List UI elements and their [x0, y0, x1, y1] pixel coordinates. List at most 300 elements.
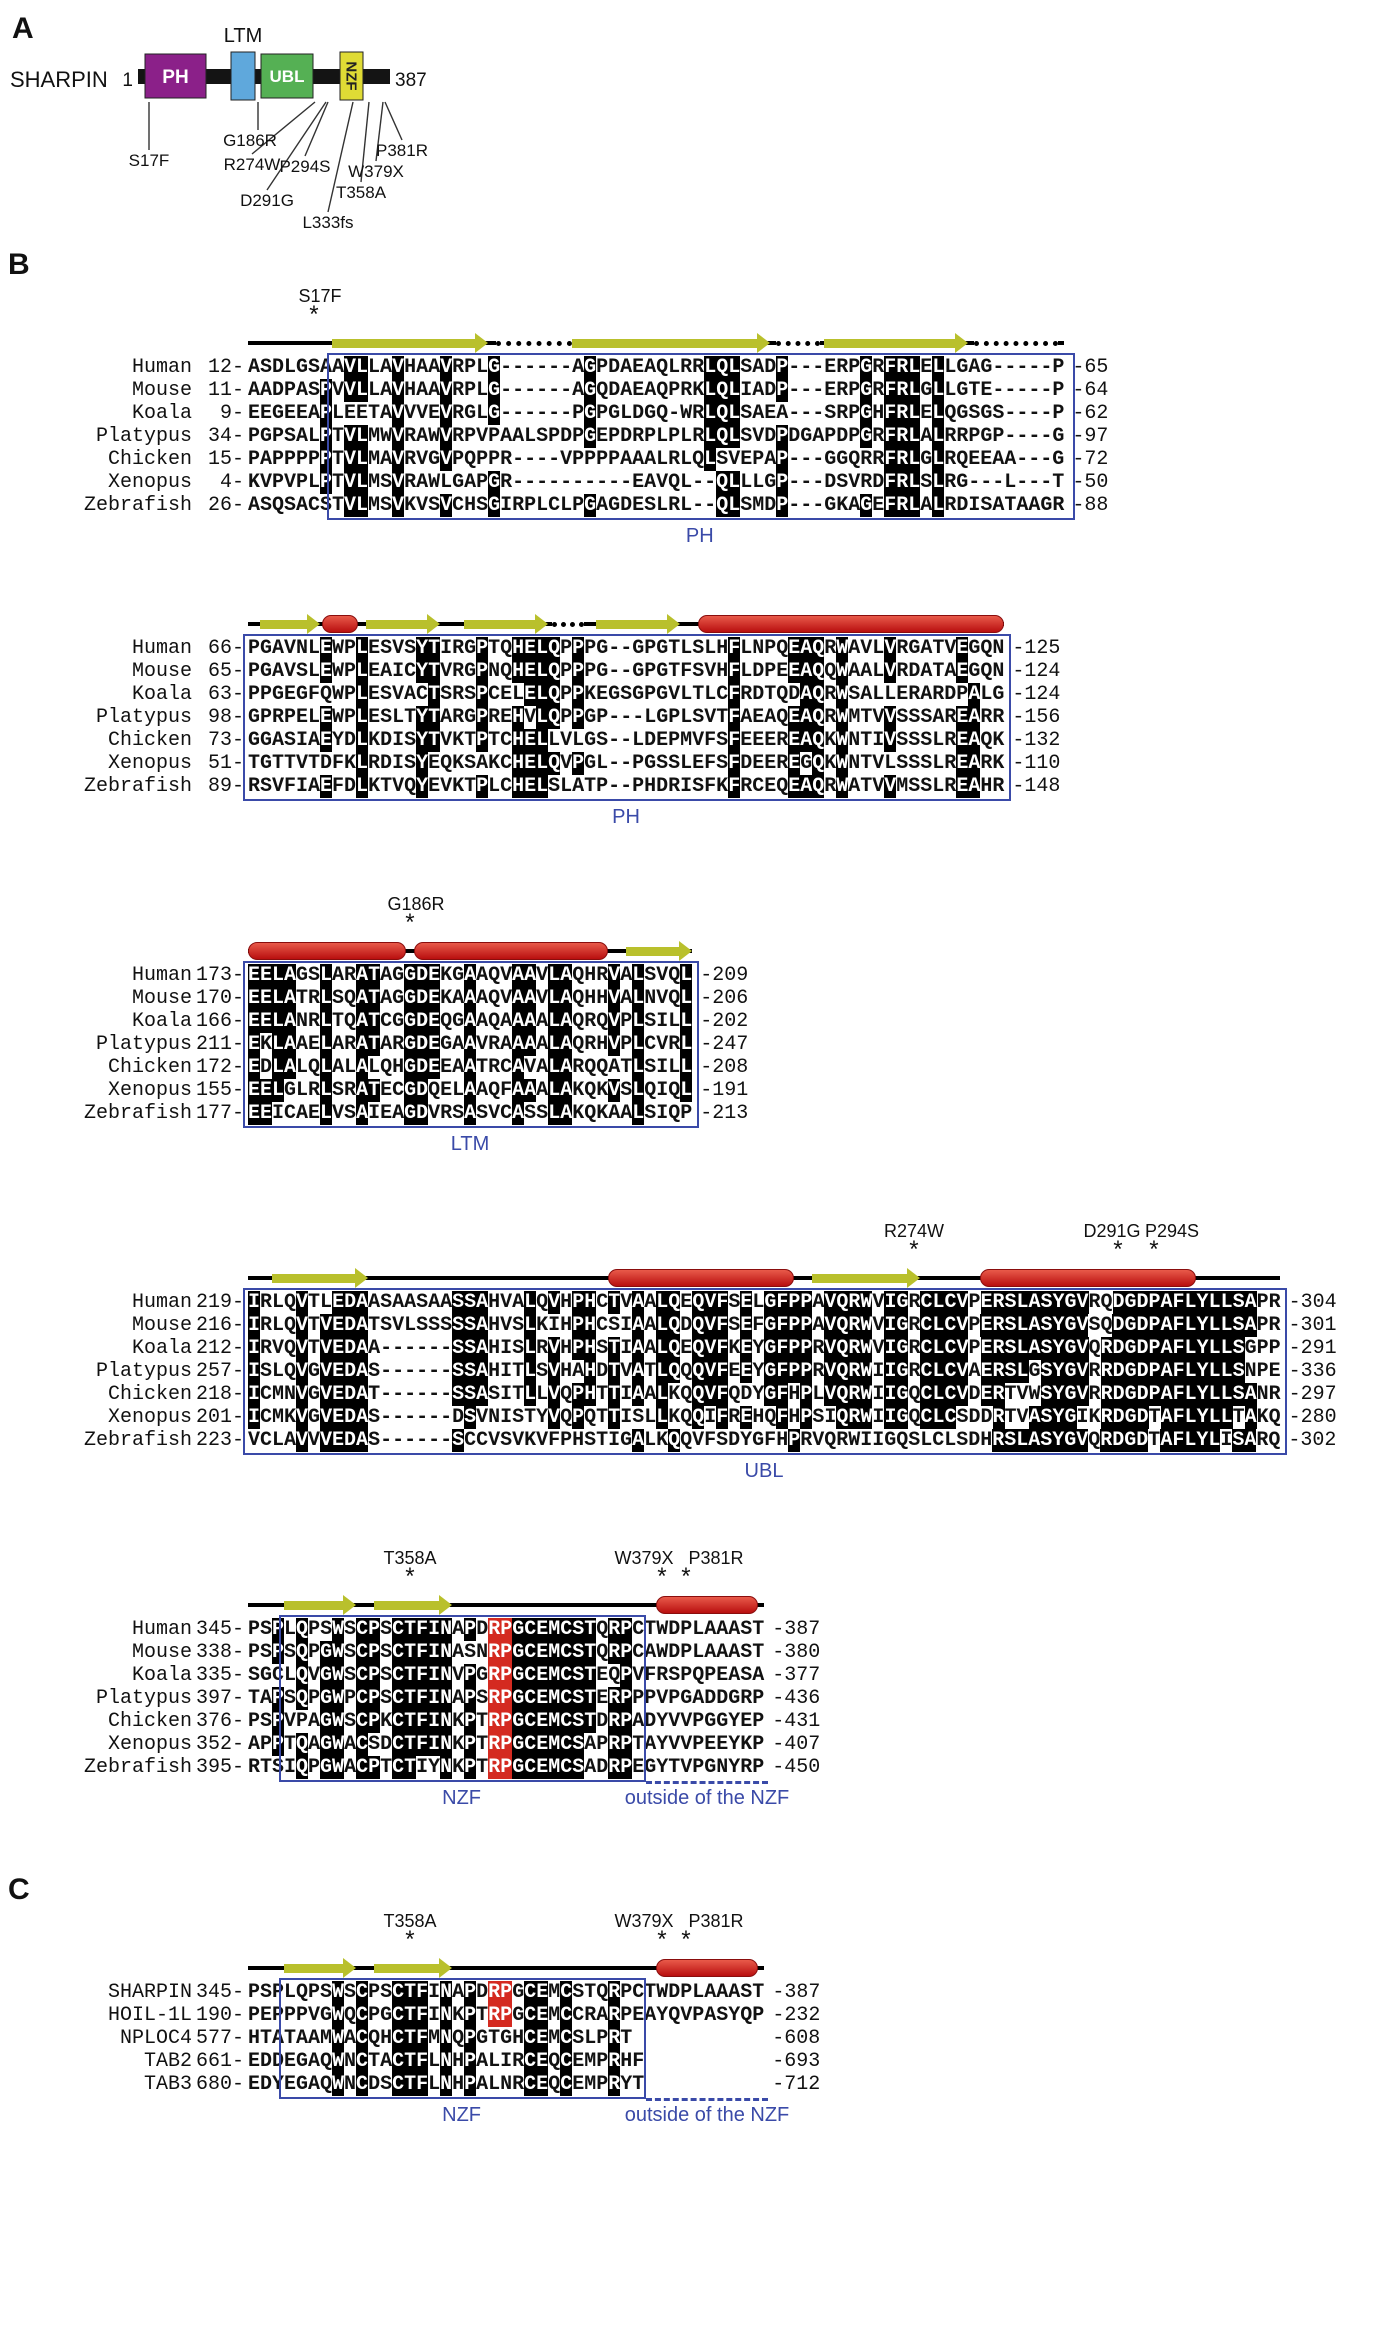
conserved-residue: P — [272, 1733, 285, 1756]
beta-strand-arrowhead — [535, 614, 548, 634]
conserved-residue: QVF — [692, 1383, 729, 1406]
start-number: 257- — [195, 1360, 244, 1383]
sequence: ASDLGSAAVLLAVHAAVRPLG------AGPDAEAQLRRLQLSADP---ERPGRFRLELLGAG-----P — [248, 356, 1065, 379]
conserved-residue: QL — [716, 471, 741, 494]
mutation-label: R274W — [883, 1221, 945, 1241]
conserved-residue: V — [884, 660, 897, 683]
secondary-structure-row — [52, 1265, 1391, 1291]
mutation-row — [52, 284, 1391, 330]
conserved-residue: L — [524, 1291, 537, 1314]
conserved-residue: E — [956, 660, 969, 683]
alignment-row — [52, 1429, 1337, 1452]
conserved-residue: P — [320, 425, 333, 448]
beta-strand-arrowhead — [679, 941, 692, 961]
start-number: 345- — [195, 1618, 244, 1641]
conserved-residue: L — [320, 1033, 333, 1056]
conserved-residue: A — [632, 1383, 645, 1406]
secondary-structure-row — [52, 611, 1391, 637]
conserved-residue: V — [884, 637, 897, 660]
alignment-row — [52, 1756, 820, 1779]
end-number: -132 — [1012, 729, 1061, 752]
conserved-residue: YT — [416, 637, 441, 660]
conserved-residue: HELQ — [512, 752, 561, 775]
conserved-residue: Q — [296, 1733, 309, 1756]
conserved-residue: HELQ — [512, 637, 561, 660]
conserved-residue: H — [512, 706, 525, 729]
conserved-residue: V — [392, 425, 405, 448]
conserved-residue: V — [392, 448, 405, 471]
alpha-helix — [656, 1959, 758, 1977]
start-number: 212- — [195, 1337, 244, 1360]
domain-label: PH — [612, 806, 640, 828]
conserved-residue: FRL — [884, 471, 921, 494]
conserved-residue: T — [608, 1360, 621, 1383]
sequence: AADPASPVVLLAVHAAVRPLG------AGQDAEAQPRKLQLIADP---ERPGRFRLGLLGTE-----P — [248, 379, 1065, 402]
species-name: Koala — [131, 1337, 192, 1360]
end-number: -191 — [700, 1079, 749, 1102]
conserved-residue: VQRW — [824, 1291, 873, 1314]
conserved-residue: L — [524, 1383, 537, 1406]
conserved-residue: V — [608, 1079, 621, 1102]
conserved-residue: CE — [524, 1981, 549, 2004]
conserved-residue: P — [272, 1710, 285, 1733]
conserved-residue: N — [440, 1981, 453, 2004]
sequence: EELAGSLARATAGGDEKGAAQVAAVLAQHRVALSVQL — [248, 964, 693, 987]
domain-label: LTM — [450, 1133, 490, 1155]
alignment-row — [52, 1010, 748, 1033]
conserved-residue: SSA — [452, 1314, 489, 1337]
conserved-residue: I — [248, 1291, 261, 1314]
end-number: -97 — [1072, 425, 1109, 448]
sequence-rows — [52, 637, 1060, 798]
conserved-residue: A — [464, 1033, 477, 1056]
species-name: Mouse — [131, 1314, 192, 1337]
conserved-residue: VEDA — [320, 1337, 369, 1360]
conserved-residue: AA — [512, 964, 537, 987]
conserved-residue: CLCV — [920, 1337, 969, 1360]
conserved-residue: QVF — [692, 1291, 729, 1314]
conserved-residue: GCEMCST — [512, 1710, 597, 1733]
domain-label: NZF — [442, 1787, 482, 1809]
conserved-residue: CTF — [392, 2004, 429, 2027]
start-number: 397- — [195, 1687, 244, 1710]
conserved-residue: A — [464, 987, 477, 1010]
conserved-residue: GFPP — [764, 1337, 813, 1360]
beta-strand-arrowhead — [667, 614, 680, 634]
conserved-residue: VL — [344, 379, 369, 402]
conserved-residue: AT — [356, 1010, 381, 1033]
rp-motif-residue: RP — [488, 1756, 513, 1779]
end-number: -377 — [772, 1664, 821, 1687]
conserved-residue: L — [656, 1383, 669, 1406]
end-number: -608 — [772, 2027, 821, 2050]
species-name: Platypus — [95, 706, 192, 729]
rp-motif-residue: RP — [488, 1710, 513, 1733]
end-number: -247 — [700, 1033, 749, 1056]
start-number: 335- — [195, 1664, 244, 1687]
conserved-residue: EE — [248, 1102, 273, 1125]
sequence: EDYEGAQWNCDSCTFLNHPALNRCEQCEMPRYT — [248, 2073, 765, 2096]
conserved-residue: L — [320, 1010, 333, 1033]
conserved-residue: LA — [548, 987, 573, 1010]
conserved-residue: N — [440, 2027, 453, 2050]
conserved-residue: P — [800, 1406, 813, 1429]
alignment-row — [52, 425, 1108, 448]
species-name: TAB2 — [143, 2050, 192, 2073]
ubl-domain-label: UBL — [269, 67, 305, 86]
conserved-residue: GFPP — [764, 1291, 813, 1314]
conserved-residue: L — [356, 660, 369, 683]
secondary-structure-row — [52, 938, 1391, 964]
end-number: -206 — [700, 987, 749, 1010]
start-number: 345- — [195, 1981, 244, 2004]
conserved-residue: P — [464, 1733, 477, 1756]
alpha-helix — [322, 615, 358, 633]
conserved-residue: L — [632, 1033, 645, 1056]
alpha-helix — [698, 615, 1004, 633]
conserved-residue: F — [776, 1406, 789, 1429]
mutation-asterisk: * — [654, 1929, 670, 1956]
end-number: -202 — [700, 1010, 749, 1033]
conserved-residue: VEDA — [320, 1406, 369, 1429]
end-number: -302 — [1288, 1429, 1337, 1452]
conserved-residue: G — [860, 356, 873, 379]
species-name: Koala — [131, 683, 192, 706]
conserved-residue: GCEMCS — [512, 1733, 585, 1756]
sequence-rows — [52, 356, 1108, 517]
mutation-row — [52, 1219, 1391, 1265]
end-number: -380 — [772, 1641, 821, 1664]
conserved-residue: V — [296, 1360, 309, 1383]
conserved-residue: F — [728, 683, 741, 706]
rp-motif-residue: RP — [488, 1687, 513, 1710]
conserved-residue: G — [584, 379, 597, 402]
species-name: Mouse — [131, 1641, 192, 1664]
mutation-row — [52, 892, 1391, 938]
alignment-row — [52, 1710, 820, 1733]
domain-label-row — [52, 1787, 1391, 1817]
conserved-residue: G — [584, 356, 597, 379]
conserved-residue: L — [320, 1079, 333, 1102]
mutation-label-s17f: S17F — [128, 151, 170, 170]
beta-strand-arrow — [824, 339, 956, 348]
conserved-residue: P — [476, 775, 489, 798]
conserved-residue: L — [320, 1102, 333, 1125]
conserved-residue: C — [356, 2027, 369, 2050]
conserved-residue: CTF — [392, 2027, 429, 2050]
species-name: Human — [131, 1291, 192, 1314]
beta-strand-arrow — [596, 620, 668, 629]
conserved-residue: H — [584, 1360, 597, 1383]
start-number: 51- — [207, 752, 244, 775]
conserved-residue: GCEMCST — [512, 1687, 597, 1710]
conserved-residue: EELA — [248, 987, 297, 1010]
conserved-residue: C — [560, 2050, 573, 2073]
start-number: 34- — [207, 425, 244, 448]
conserved-residue: G — [860, 494, 873, 517]
start-number: 177- — [195, 1102, 244, 1125]
conserved-residue: I — [248, 1383, 261, 1406]
conserved-residue: ERSL — [980, 1360, 1029, 1383]
start-number: 376- — [195, 1710, 244, 1733]
conserved-residue: L — [320, 987, 333, 1010]
conserved-residue: LQ — [656, 1291, 681, 1314]
conserved-residue: CTFIN — [392, 1733, 453, 1756]
conserved-residue: E — [740, 1291, 753, 1314]
species-name: Platypus — [95, 1033, 192, 1056]
protein-name: SHARPIN — [10, 67, 108, 92]
conserved-residue: W — [332, 1618, 345, 1641]
conserved-residue: L — [356, 706, 369, 729]
mutation-asterisk: * — [678, 1929, 694, 1956]
conserved-residue: L — [356, 752, 369, 775]
alignment-row — [52, 1102, 748, 1125]
conserved-residue: P — [464, 1981, 477, 2004]
alignment-row — [52, 1079, 748, 1102]
conserved-residue: C — [560, 2027, 573, 2050]
end-number: -208 — [700, 1056, 749, 1079]
domain-label: PH — [685, 525, 714, 547]
outside-nzf-label: outside of the NZF — [624, 1787, 790, 1809]
conserved-residue: GDE — [404, 1056, 441, 1079]
start-number: 661- — [195, 2050, 244, 2073]
start-number: 12- — [207, 356, 244, 379]
conserved-residue: RDGD — [1100, 1429, 1149, 1452]
beta-strand-arrow — [572, 339, 758, 348]
conserved-residue: A — [632, 1291, 645, 1314]
start-number: 211- — [195, 1033, 244, 1056]
conserved-residue: P — [320, 448, 333, 471]
species-name: Platypus — [95, 1360, 192, 1383]
conserved-residue: P — [464, 2027, 477, 2050]
conserved-residue: IG — [884, 1314, 909, 1337]
species-name: Chicken — [107, 1710, 192, 1733]
gap-dots — [552, 622, 584, 627]
conserved-residue: EA — [956, 775, 981, 798]
conserved-residue: C — [356, 2004, 369, 2027]
species-name: Zebrafish — [83, 1429, 192, 1452]
conserved-residue: AA — [512, 1033, 537, 1056]
alignment-row — [52, 1314, 1337, 1337]
conserved-residue: W — [836, 729, 849, 752]
species-name: Koala — [131, 1010, 192, 1033]
conserved-residue: E — [320, 637, 333, 660]
start-number: 15- — [207, 448, 244, 471]
conserved-residue: Q — [296, 1641, 309, 1664]
alignment-row — [52, 448, 1108, 471]
conserved-residue: AA — [512, 987, 537, 1010]
mutation-asterisk: * — [1110, 1239, 1126, 1266]
conserved-residue: F — [728, 752, 741, 775]
conserved-residue: VEDA — [320, 1360, 369, 1383]
conserved-residue: C — [356, 1981, 369, 2004]
conserved-residue: ERSLASYGV — [980, 1291, 1089, 1314]
conserved-residue: P — [776, 379, 789, 402]
conserved-residue: W — [836, 775, 849, 798]
sequence: PAPPPPPTVLMAVRVGVPQPPR----VPPPPAAALRLQLSVEPAP---GGQRRFRLGLRQEEAA---G — [248, 448, 1065, 471]
conserved-residue: VQRW — [824, 1337, 873, 1360]
alignment-block-nzf-family-block — [52, 1909, 1391, 2134]
conserved-residue: LQL — [704, 425, 741, 448]
conserved-residue: A — [356, 1102, 369, 1125]
conserved-residue: AT — [356, 1033, 381, 1056]
alpha-helix — [656, 1596, 758, 1614]
conserved-residue: GCEMCST — [512, 1641, 597, 1664]
conserved-residue: V — [608, 1010, 621, 1033]
sequence-rows — [52, 964, 748, 1125]
conserved-residue: E — [248, 1033, 261, 1056]
conserved-residue: CE — [524, 2073, 549, 2096]
start-number: 155- — [195, 1079, 244, 1102]
conserved-residue: W — [332, 2050, 345, 2073]
conserved-residue: V — [548, 1291, 561, 1314]
sequence: IRLQVTVEDATSVLSSSSSAHVSLKIHPHCSIAALQDQVFSEFGFPPAVQRWVIGRCLCVPERSLASYGVSQDGDPAFLYLLSAPR — [248, 1314, 1281, 1337]
conserved-residue: RDGDPAFLYLLS — [1100, 1337, 1245, 1360]
conserved-residue: FRL — [884, 402, 921, 425]
conserved-residue: QVF — [692, 1360, 729, 1383]
conserved-residue: T — [608, 1291, 621, 1314]
conserved-residue: W — [836, 706, 849, 729]
conserved-residue: L — [524, 1314, 537, 1337]
conserved-residue: ELQ — [524, 683, 561, 706]
conserved-residue: P — [476, 637, 489, 660]
conserved-residue: W — [332, 2027, 345, 2050]
conserved-residue: P — [572, 683, 585, 706]
species-name: Xenopus — [107, 1733, 192, 1756]
conserved-residue: QVF — [692, 1337, 729, 1360]
conserved-residue: R — [608, 1981, 621, 2004]
conserved-residue: CTFIN — [392, 1710, 453, 1733]
conserved-residue: T — [608, 1337, 621, 1360]
outside-nzf-label: outside of the NZF — [624, 2104, 790, 2126]
sequence: RSVFIAEFDLKTVQYEVKTPLCHELSLATP--PHDRISFKFRCEQEAQRWATVVMSSLREAHR — [248, 775, 1005, 798]
conserved-residue: P — [776, 425, 789, 448]
conserved-residue: F — [728, 706, 741, 729]
sequence: PSPLQPSWSCPSCTFINAPDRPGCEMCSTQRPCTWDPLAAAST — [248, 1618, 765, 1641]
conserved-residue: V — [440, 494, 453, 517]
conserved-residue: LA — [548, 1010, 573, 1033]
alpha-helix — [980, 1269, 1196, 1287]
conserved-residue: CP — [356, 1641, 381, 1664]
conserved-residue: G — [488, 402, 501, 425]
species-name: Mouse — [131, 379, 192, 402]
ltm-label: LTM — [223, 25, 263, 47]
conserved-residue: A — [512, 1056, 525, 1079]
conserved-residue: CT — [392, 1756, 417, 1779]
conserved-residue: LA — [548, 1102, 573, 1125]
conserved-residue: W — [836, 660, 849, 683]
conserved-residue: P — [464, 2073, 477, 2096]
conserved-residue: V — [392, 494, 405, 517]
conserved-residue: EDA — [332, 1291, 369, 1314]
beta-strand-arrowhead — [307, 614, 320, 634]
species-name: Mouse — [131, 660, 192, 683]
conserved-residue: GCEMCS — [512, 1756, 585, 1779]
end-number: -280 — [1288, 1406, 1337, 1429]
alignment-row — [52, 356, 1108, 379]
start-number: 98- — [207, 706, 244, 729]
start-number: 65- — [207, 660, 244, 683]
start-number: 172- — [195, 1056, 244, 1079]
sequence-rows — [52, 1981, 820, 2096]
conserved-residue: C — [560, 2004, 573, 2027]
alignment-row — [52, 637, 1060, 660]
secondary-structure-row — [52, 1592, 1391, 1618]
conserved-residue: P — [776, 448, 789, 471]
secondary-structure-row — [52, 1955, 1391, 1981]
mutation-label-d291g: D291G — [240, 191, 294, 210]
end-number: -62 — [1072, 402, 1109, 425]
conserved-residue: GDE — [404, 1010, 441, 1033]
end-number: -304 — [1288, 1291, 1337, 1314]
nzf-domain-label: NZF — [342, 61, 360, 91]
conserved-residue: EELA — [248, 1010, 297, 1033]
conserved-residue: V — [548, 1360, 561, 1383]
conserved-residue: L — [632, 1079, 645, 1102]
conserved-residue: SSA — [452, 1337, 489, 1360]
conserved-residue: V — [884, 775, 897, 798]
sequence: APPTQAGWACSDCTFINKPTRPGCEMCSAPRPTAYVVPEEYKP — [248, 1733, 765, 1756]
mutation-label-t358a: T358A — [335, 183, 387, 202]
species-name: Koala — [131, 402, 192, 425]
end-number: -387 — [772, 1981, 821, 2004]
conserved-residue: I — [248, 1337, 261, 1360]
end-number: -124 — [1012, 683, 1061, 706]
conserved-residue: Q — [296, 1687, 309, 1710]
alignment-block-ph-block-2 — [52, 611, 1391, 836]
start-number: 11- — [207, 379, 244, 402]
conserved-residue: DGDPAFLYLLSA — [1112, 1314, 1257, 1337]
species-name: Human — [131, 1618, 192, 1641]
conserved-residue: CP — [356, 1756, 381, 1779]
conserved-residue: P — [620, 1664, 633, 1687]
conserved-residue: IG — [884, 1383, 909, 1406]
conserved-residue: T — [608, 1406, 621, 1429]
conserved-residue: CTFIN — [392, 1687, 453, 1710]
end-number: -301 — [1288, 1314, 1337, 1337]
conserved-residue: CTFIN — [392, 1618, 453, 1641]
conserved-residue: SSA — [452, 1383, 489, 1406]
conserved-residue: ER — [980, 1383, 1005, 1406]
conserved-residue: LA — [548, 1033, 573, 1056]
alignment-row — [52, 1383, 1337, 1406]
start-number: 680- — [195, 2073, 244, 2096]
beta-strand-arrowhead — [439, 1958, 452, 1978]
conserved-residue: I — [248, 1360, 261, 1383]
panel-c-alignment — [0, 1909, 1391, 2134]
conserved-residue: C — [356, 1733, 369, 1756]
end-number: -387 — [772, 1618, 821, 1641]
conserved-residue: P — [320, 379, 333, 402]
start-number: 73- — [207, 729, 244, 752]
conserved-residue: GF — [764, 1383, 789, 1406]
mutation-label-p381r: P381R — [376, 141, 428, 160]
alignment-row — [52, 1664, 820, 1687]
end-number: -124 — [1012, 660, 1061, 683]
conserved-residue: RP — [608, 1618, 633, 1641]
sequence: TAPSQPGWPCPSCTFINAPSRPGCEMCSTERPPPVPGADDGRP — [248, 1687, 765, 1710]
conserved-residue: V — [392, 471, 405, 494]
conserved-residue: A — [632, 1429, 645, 1452]
conserved-residue: SSA — [452, 1291, 489, 1314]
conserved-residue: ASYG — [1028, 1406, 1077, 1429]
sequence: GPRPELEWPLESLTYTARGPREHVLQPPGP---LGPLSVTFAEAQEAQRWMTVVSSSAREARR — [248, 706, 1005, 729]
conserved-residue: F — [728, 729, 741, 752]
sequence: EEGEEAPLEETAVVVEVRGLG------PGPGLDGQ-WRLQLSAEA---SRPGHFRLELQGSGS----P — [248, 402, 1065, 425]
conserved-residue: AA — [512, 1010, 537, 1033]
conserved-residue: W — [332, 2004, 345, 2027]
start-number: 89- — [207, 775, 244, 798]
